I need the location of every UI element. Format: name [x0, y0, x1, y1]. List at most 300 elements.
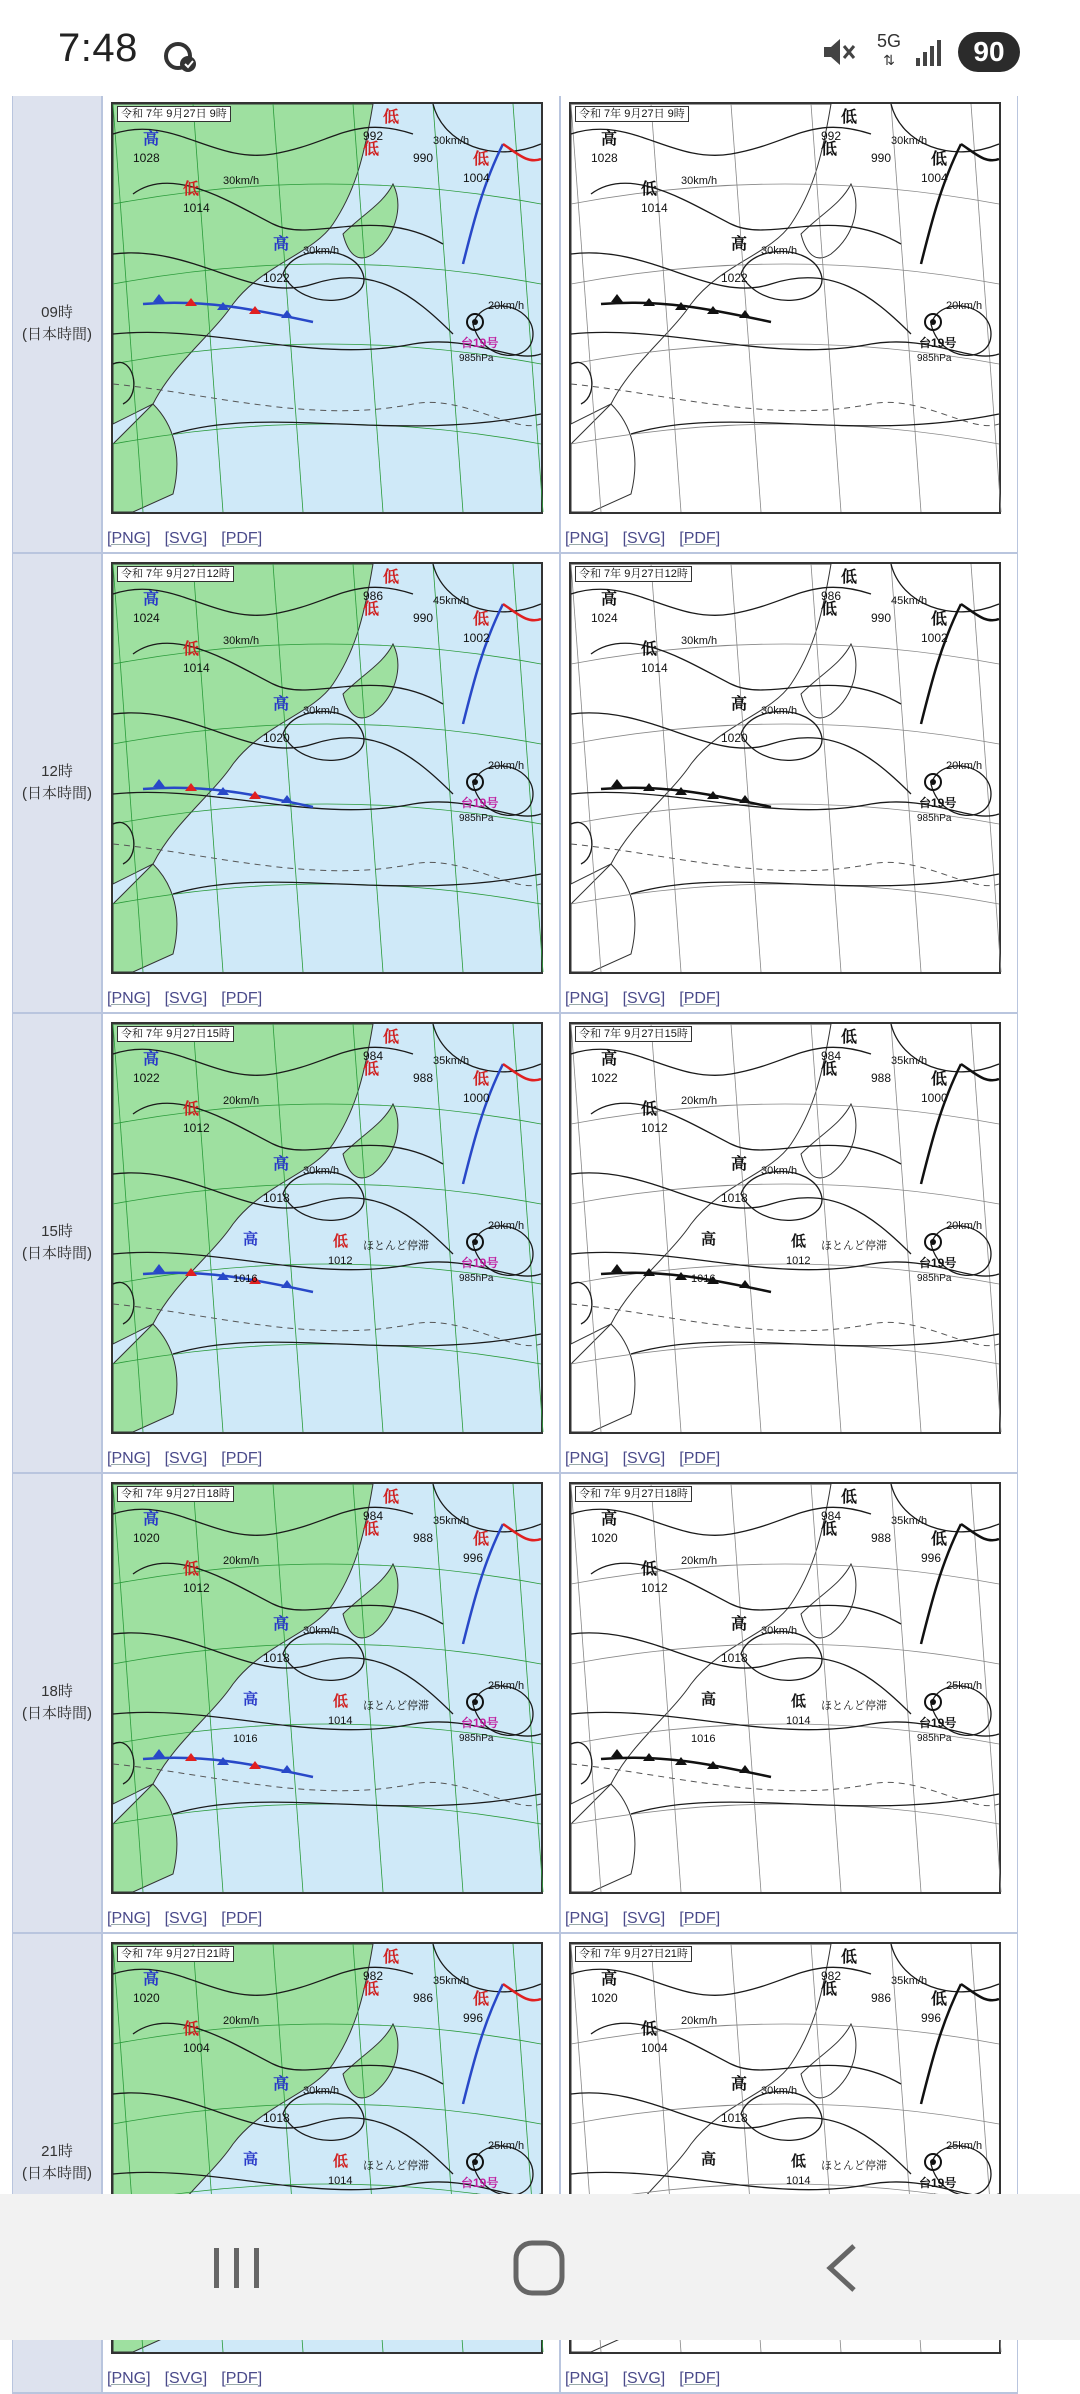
motion-speed: 20km/h [946, 1220, 983, 1232]
pressure-value: 1018 [721, 1191, 748, 1205]
high-pressure-label: 高 [601, 591, 618, 608]
high-pressure-label: 高 [731, 2076, 748, 2093]
typhoon-pressure: 985hPa [917, 1733, 952, 1744]
high-pressure-label: 高 [143, 1051, 160, 1068]
png-link[interactable]: [PNG] [565, 1450, 609, 1467]
svg-link[interactable]: [SVG] [164, 1450, 208, 1467]
low-pressure-label: 低 [841, 1489, 858, 1506]
svg-link[interactable]: [SVG] [164, 1910, 208, 1927]
pressure-value: 996 [921, 1551, 942, 1565]
png-link[interactable]: [PNG] [565, 990, 609, 1007]
motion-speed: 20km/h [223, 1555, 260, 1567]
png-link[interactable]: [PNG] [565, 1910, 609, 1927]
download-links [565, 2370, 734, 2388]
color-weather-map[interactable] [111, 1022, 543, 1434]
time-cell [13, 96, 103, 552]
high-pressure-label: 高 [243, 1691, 259, 1708]
png-link[interactable]: [PNG] [107, 1450, 151, 1467]
weather-map-svg [113, 1484, 541, 1892]
pressure-value: 1020 [263, 731, 290, 745]
signal-icon [914, 38, 942, 68]
mono-map-cell [561, 96, 1017, 552]
pressure-value: 1018 [263, 1191, 290, 1205]
pressure-value: 992 [363, 129, 384, 143]
mono-weather-map[interactable] [569, 1482, 1001, 1894]
low-pressure-label: 低 [791, 1233, 807, 1250]
low-pressure-label: 低 [383, 1949, 400, 1966]
map-timestamp: 令和 7年 9月27日18時 [117, 1486, 234, 1502]
motion-speed: 35km/h [433, 1975, 470, 1987]
low-pressure-label: 低 [183, 2021, 200, 2038]
high-pressure-label: 高 [601, 1511, 618, 1528]
motion-speed: 35km/h [433, 1055, 470, 1067]
high-pressure-label: 高 [731, 1616, 748, 1633]
motion-speed: 30km/h [303, 1625, 340, 1637]
motion-speed: 35km/h [433, 1515, 470, 1527]
download-links [565, 1910, 734, 1928]
download-links [565, 1450, 734, 1468]
low-pressure-label: 低 [473, 151, 490, 168]
motion-speed: 20km/h [488, 300, 525, 312]
mono-map-cell [561, 554, 1017, 1012]
motion-speed: 35km/h [891, 1515, 928, 1527]
low-pressure-label: 低 [791, 2153, 807, 2170]
weather-map-svg [113, 1024, 541, 1432]
typhoon-pressure: 985hPa [459, 353, 494, 364]
low-pressure-label: 低 [183, 181, 200, 198]
typhoon-eye-icon [930, 779, 936, 785]
pressure-value: 1016 [691, 1733, 716, 1745]
color-weather-map[interactable] [111, 1482, 543, 1894]
weather-map-svg [571, 1024, 999, 1432]
low-pressure-label: 低 [641, 641, 658, 658]
low-pressure-label: 低 [473, 1071, 490, 1088]
download-links [107, 1450, 276, 1468]
high-pressure-label: 高 [731, 696, 748, 713]
pressure-value: 1028 [591, 151, 618, 165]
low-pressure-label: 低 [821, 1061, 838, 1078]
motion-speed: 30km/h [303, 245, 340, 257]
pressure-value: 1012 [641, 1581, 668, 1595]
pressure-value: 1014 [641, 661, 668, 675]
low-pressure-label: 低 [333, 1693, 349, 1710]
low-pressure-label: 低 [641, 2021, 658, 2038]
low-pressure-label: 低 [821, 1521, 838, 1538]
high-pressure-label: 高 [273, 1616, 290, 1633]
svg-link[interactable]: [SVG] [164, 2370, 208, 2387]
pressure-value: 1014 [183, 661, 210, 675]
typhoon-eye-icon [472, 779, 478, 785]
typhoon-label: 台19号 [919, 796, 957, 810]
time-cell [13, 1014, 103, 1472]
weather-map-svg [571, 1484, 999, 1892]
forecast-row [13, 96, 1017, 554]
high-pressure-label: 高 [243, 2151, 259, 2168]
time-cell [13, 1474, 103, 1932]
pdf-link[interactable]: [PDF] [679, 1450, 721, 1467]
motion-speed: 30km/h [303, 2085, 340, 2097]
motion-speed: 45km/h [433, 595, 470, 607]
pressure-value: 1014 [183, 201, 210, 215]
png-link[interactable]: [PNG] [107, 990, 151, 1007]
low-pressure-label: 低 [363, 1521, 380, 1538]
home-icon[interactable] [504, 2236, 574, 2300]
typhoon-label: 台19号 [461, 796, 499, 810]
pressure-value: 1004 [463, 171, 490, 185]
high-pressure-label: 高 [731, 1156, 748, 1173]
high-pressure-label: 高 [601, 1971, 618, 1988]
low-pressure-label: 低 [383, 1489, 400, 1506]
svg-link[interactable]: [SVG] [164, 530, 208, 547]
low-pressure-label: 低 [841, 569, 858, 586]
low-pressure-label: 低 [363, 601, 380, 618]
low-pressure-label: 低 [791, 1693, 807, 1710]
time-cell [13, 554, 103, 1012]
pressure-value: 1014 [786, 2175, 811, 2187]
pressure-value: 990 [413, 611, 434, 625]
timezone-label: (日本時間) [22, 1245, 92, 1262]
map-timestamp: 令和 7年 9月27日12時 [575, 566, 692, 582]
timezone-label: (日本時間) [22, 326, 92, 343]
pressure-value: 1024 [591, 611, 618, 625]
pdf-link[interactable]: [PDF] [221, 1910, 263, 1927]
high-pressure-label: 高 [143, 131, 160, 148]
low-pressure-label: 低 [363, 1061, 380, 1078]
pressure-value: 1020 [721, 731, 748, 745]
motion-speed: 30km/h [761, 1625, 798, 1637]
high-pressure-label: 高 [701, 1691, 717, 1708]
low-pressure-label: 低 [183, 1561, 200, 1578]
motion-speed: 25km/h [946, 1680, 983, 1692]
low-pressure-label: 低 [931, 1531, 948, 1548]
png-link[interactable]: [PNG] [565, 2370, 609, 2387]
svg-link[interactable]: [SVG] [622, 2370, 666, 2387]
pressure-value: 986 [821, 589, 842, 603]
pdf-link[interactable]: [PDF] [221, 990, 263, 1007]
time-label: 21時 [41, 2143, 73, 2160]
pressure-value: 1002 [463, 631, 490, 645]
low-pressure-label: 低 [183, 1101, 200, 1118]
mute-icon [820, 34, 856, 70]
motion-speed: 30km/h [303, 1165, 340, 1177]
svg-link[interactable]: [SVG] [622, 530, 666, 547]
high-pressure-label: 高 [273, 1156, 290, 1173]
pressure-value: 990 [871, 151, 892, 165]
time-label: 15時 [41, 1223, 73, 1240]
color-map-cell [103, 554, 561, 1012]
mono-weather-map[interactable] [569, 562, 1001, 974]
pressure-value: 988 [871, 1531, 892, 1545]
motion-speed: 30km/h [223, 175, 260, 187]
weather-map-svg [571, 564, 999, 972]
high-pressure-label: 高 [143, 1971, 160, 1988]
low-pressure-label: 低 [931, 151, 948, 168]
typhoon-label: 台19号 [461, 336, 499, 350]
svg-link[interactable]: [SVG] [622, 1450, 666, 1467]
low-pressure-label: 低 [333, 2153, 349, 2170]
pressure-value: 1024 [133, 611, 160, 625]
map-timestamp: 令和 7年 9月27日 9時 [117, 106, 231, 122]
pressure-value: 1016 [691, 1273, 716, 1285]
motion-speed: 20km/h [681, 1555, 718, 1567]
pressure-value: 982 [821, 1969, 842, 1983]
pressure-value: 1012 [786, 1255, 811, 1267]
pressure-value: 1018 [263, 1651, 290, 1665]
motion-speed: 35km/h [891, 1055, 928, 1067]
mono-weather-map[interactable] [569, 102, 1001, 514]
typhoon-eye-icon [930, 1239, 936, 1245]
map-timestamp: 令和 7年 9月27日21時 [575, 1946, 692, 1962]
low-pressure-label: 低 [821, 1981, 838, 1998]
map-timestamp: 令和 7年 9月27日 9時 [575, 106, 689, 122]
pdf-link[interactable]: [PDF] [221, 2370, 263, 2387]
motion-speed: 20km/h [946, 760, 983, 772]
pdf-link[interactable]: [PDF] [221, 1450, 263, 1467]
motion-speed: 20km/h [488, 1220, 525, 1232]
forecast-table [12, 96, 1018, 2394]
pdf-link[interactable]: [PDF] [679, 530, 721, 547]
pressure-value: 982 [363, 1969, 384, 1983]
typhoon-pressure: 985hPa [917, 813, 952, 824]
map-timestamp: 令和 7年 9月27日15時 [117, 1026, 234, 1042]
pressure-value: 984 [821, 1049, 842, 1063]
typhoon-label: 台19号 [919, 1256, 957, 1270]
timezone-label: (日本時間) [22, 785, 92, 802]
pressure-value: 1012 [183, 1581, 210, 1595]
pressure-value: 1018 [721, 2111, 748, 2125]
stationary-note: ほとんど停滞 [363, 2160, 429, 2172]
color-map-cell [103, 1474, 561, 1932]
pressure-value: 1004 [921, 171, 948, 185]
back-icon[interactable] [808, 2236, 878, 2300]
typhoon-eye-icon [472, 319, 478, 325]
time-label: 09時 [41, 304, 73, 321]
color-map-cell [103, 1014, 561, 1472]
pressure-value: 990 [413, 151, 434, 165]
download-links [107, 530, 276, 548]
svg-link[interactable]: [SVG] [164, 990, 208, 1007]
mono-weather-map[interactable] [569, 1022, 1001, 1434]
high-pressure-label: 高 [701, 2151, 717, 2168]
pressure-value: 1018 [721, 1651, 748, 1665]
forecast-row [13, 1014, 1017, 1474]
high-pressure-label: 高 [273, 236, 290, 253]
typhoon-label: 台19号 [461, 1716, 499, 1730]
motion-speed: 30km/h [761, 2085, 798, 2097]
low-pressure-label: 低 [363, 141, 380, 158]
pressure-value: 1012 [328, 1255, 353, 1267]
sync-icon [160, 36, 200, 76]
low-pressure-label: 低 [821, 601, 838, 618]
pressure-value: 984 [363, 1509, 384, 1523]
pressure-value: 986 [413, 1991, 434, 2005]
pressure-value: 1020 [591, 1531, 618, 1545]
motion-speed: 20km/h [681, 1095, 718, 1107]
motion-speed: 20km/h [681, 2015, 718, 2027]
pressure-value: 988 [413, 1531, 434, 1545]
pressure-value: 1014 [641, 201, 668, 215]
typhoon-pressure: 985hPa [459, 813, 494, 824]
pressure-value: 1000 [463, 1091, 490, 1105]
time-label: 12時 [41, 763, 73, 780]
weather-map-svg [113, 104, 541, 512]
mono-map-cell [561, 1014, 1017, 1472]
high-pressure-label: 高 [601, 131, 618, 148]
stationary-note: ほとんど停滞 [821, 1240, 887, 1252]
pdf-link[interactable]: [PDF] [679, 2370, 721, 2387]
high-pressure-label: 高 [143, 591, 160, 608]
typhoon-pressure: 985hPa [917, 1273, 952, 1284]
motion-speed: 35km/h [891, 1975, 928, 1987]
download-links [107, 1910, 276, 1928]
stationary-note: ほとんど停滞 [363, 1240, 429, 1252]
timezone-label: (日本時間) [22, 1705, 92, 1722]
high-pressure-label: 高 [601, 1051, 618, 1068]
low-pressure-label: 低 [383, 109, 400, 126]
low-pressure-label: 低 [183, 641, 200, 658]
pressure-value: 988 [871, 1071, 892, 1085]
motion-speed: 25km/h [946, 2140, 983, 2152]
pressure-value: 1012 [183, 1121, 210, 1135]
low-pressure-label: 低 [931, 1071, 948, 1088]
pressure-value: 1004 [641, 2041, 668, 2055]
pressure-value: 1002 [921, 631, 948, 645]
pdf-link[interactable]: [PDF] [679, 1910, 721, 1927]
motion-speed: 45km/h [891, 595, 928, 607]
pressure-value: 986 [363, 589, 384, 603]
high-pressure-label: 高 [701, 1231, 717, 1248]
motion-speed: 30km/h [761, 1165, 798, 1177]
clock: 7:48 [58, 26, 138, 70]
low-pressure-label: 低 [641, 1101, 658, 1118]
low-pressure-label: 低 [383, 569, 400, 586]
motion-speed: 30km/h [433, 135, 470, 147]
high-pressure-label: 高 [731, 236, 748, 253]
typhoon-pressure: 985hPa [917, 353, 952, 364]
pressure-value: 1020 [591, 1991, 618, 2005]
color-weather-map[interactable] [111, 102, 543, 514]
forecast-row [13, 554, 1017, 1014]
png-link[interactable]: [PNG] [565, 530, 609, 547]
map-timestamp: 令和 7年 9月27日12時 [117, 566, 234, 582]
motion-speed: 20km/h [223, 2015, 260, 2027]
pressure-value: 992 [821, 129, 842, 143]
navigation-bar [0, 2194, 1080, 2340]
pdf-link[interactable]: [PDF] [679, 990, 721, 1007]
pressure-value: 1014 [786, 1715, 811, 1727]
pressure-value: 1018 [263, 2111, 290, 2125]
pressure-value: 996 [921, 2011, 942, 2025]
motion-speed: 30km/h [681, 175, 718, 187]
status-bar [0, 0, 1080, 96]
pressure-value: 1020 [133, 1991, 160, 2005]
pressure-value: 1016 [233, 1273, 258, 1285]
weather-map-table [0, 96, 1080, 2387]
png-link[interactable]: [PNG] [107, 2370, 151, 2387]
high-pressure-label: 高 [273, 2076, 290, 2093]
low-pressure-label: 低 [841, 1949, 858, 1966]
forecast-row [13, 1474, 1017, 1934]
low-pressure-label: 低 [931, 1991, 948, 2008]
svg-link[interactable]: [SVG] [622, 1910, 666, 1927]
motion-speed: 25km/h [488, 2140, 525, 2152]
low-pressure-label: 低 [473, 611, 490, 628]
stationary-note: ほとんど停滞 [821, 1700, 887, 1712]
motion-speed: 20km/h [488, 760, 525, 772]
pressure-value: 996 [463, 2011, 484, 2025]
low-pressure-label: 低 [821, 141, 838, 158]
pressure-value: 1022 [721, 271, 748, 285]
typhoon-label: 台19号 [919, 1716, 957, 1730]
motion-speed: 30km/h [891, 135, 928, 147]
download-links [107, 2370, 276, 2388]
motion-speed: 30km/h [681, 635, 718, 647]
pressure-value: 1004 [183, 2041, 210, 2055]
pressure-value: 1014 [328, 1715, 353, 1727]
typhoon-label: 台19号 [919, 2176, 957, 2190]
stationary-note: ほとんど停滞 [821, 2160, 887, 2172]
pressure-value: 1022 [263, 271, 290, 285]
network-label: 5G ⇅ [876, 31, 901, 68]
motion-speed: 30km/h [761, 245, 798, 257]
pressure-value: 986 [871, 1991, 892, 2005]
svg-link[interactable]: [SVG] [622, 990, 666, 1007]
pressure-value: 1022 [591, 1071, 618, 1085]
typhoon-eye-icon [472, 1239, 478, 1245]
stationary-note: ほとんど停滞 [363, 1700, 429, 1712]
color-weather-map[interactable] [111, 562, 543, 974]
typhoon-eye-icon [930, 1699, 936, 1705]
png-link[interactable]: [PNG] [107, 530, 151, 547]
typhoon-pressure: 985hPa [459, 1273, 494, 1284]
high-pressure-label: 高 [273, 696, 290, 713]
low-pressure-label: 低 [841, 109, 858, 126]
typhoon-eye-icon [930, 2159, 936, 2165]
typhoon-eye-icon [472, 1699, 478, 1705]
mono-map-cell [561, 1474, 1017, 1932]
download-links [565, 530, 734, 548]
motion-speed: 25km/h [488, 1680, 525, 1692]
download-links [107, 990, 276, 1008]
pressure-value: 1022 [133, 1071, 160, 1085]
pdf-link[interactable]: [PDF] [221, 530, 263, 547]
motion-speed: 20km/h [223, 1095, 260, 1107]
png-link[interactable]: [PNG] [107, 1910, 151, 1927]
high-pressure-label: 高 [243, 1231, 259, 1248]
pressure-value: 1028 [133, 151, 160, 165]
typhoon-label: 台19号 [461, 2176, 499, 2190]
pressure-value: 1014 [328, 2175, 353, 2187]
pressure-value: 984 [821, 1509, 842, 1523]
time-label: 18時 [41, 1683, 73, 1700]
recent-apps-icon[interactable] [202, 2236, 272, 2300]
low-pressure-label: 低 [641, 1561, 658, 1578]
weather-map-svg [113, 564, 541, 972]
pressure-value: 1012 [641, 1121, 668, 1135]
low-pressure-label: 低 [841, 1029, 858, 1046]
pressure-value: 984 [363, 1049, 384, 1063]
pressure-value: 1016 [233, 1733, 258, 1745]
low-pressure-label: 低 [383, 1029, 400, 1046]
battery-indicator: 90 [958, 32, 1020, 72]
download-links [565, 990, 734, 1008]
pressure-value: 1020 [133, 1531, 160, 1545]
timezone-label: (日本時間) [22, 2165, 92, 2182]
pressure-value: 988 [413, 1071, 434, 1085]
low-pressure-label: 低 [363, 1981, 380, 1998]
low-pressure-label: 低 [641, 181, 658, 198]
pressure-value: 996 [463, 1551, 484, 1565]
